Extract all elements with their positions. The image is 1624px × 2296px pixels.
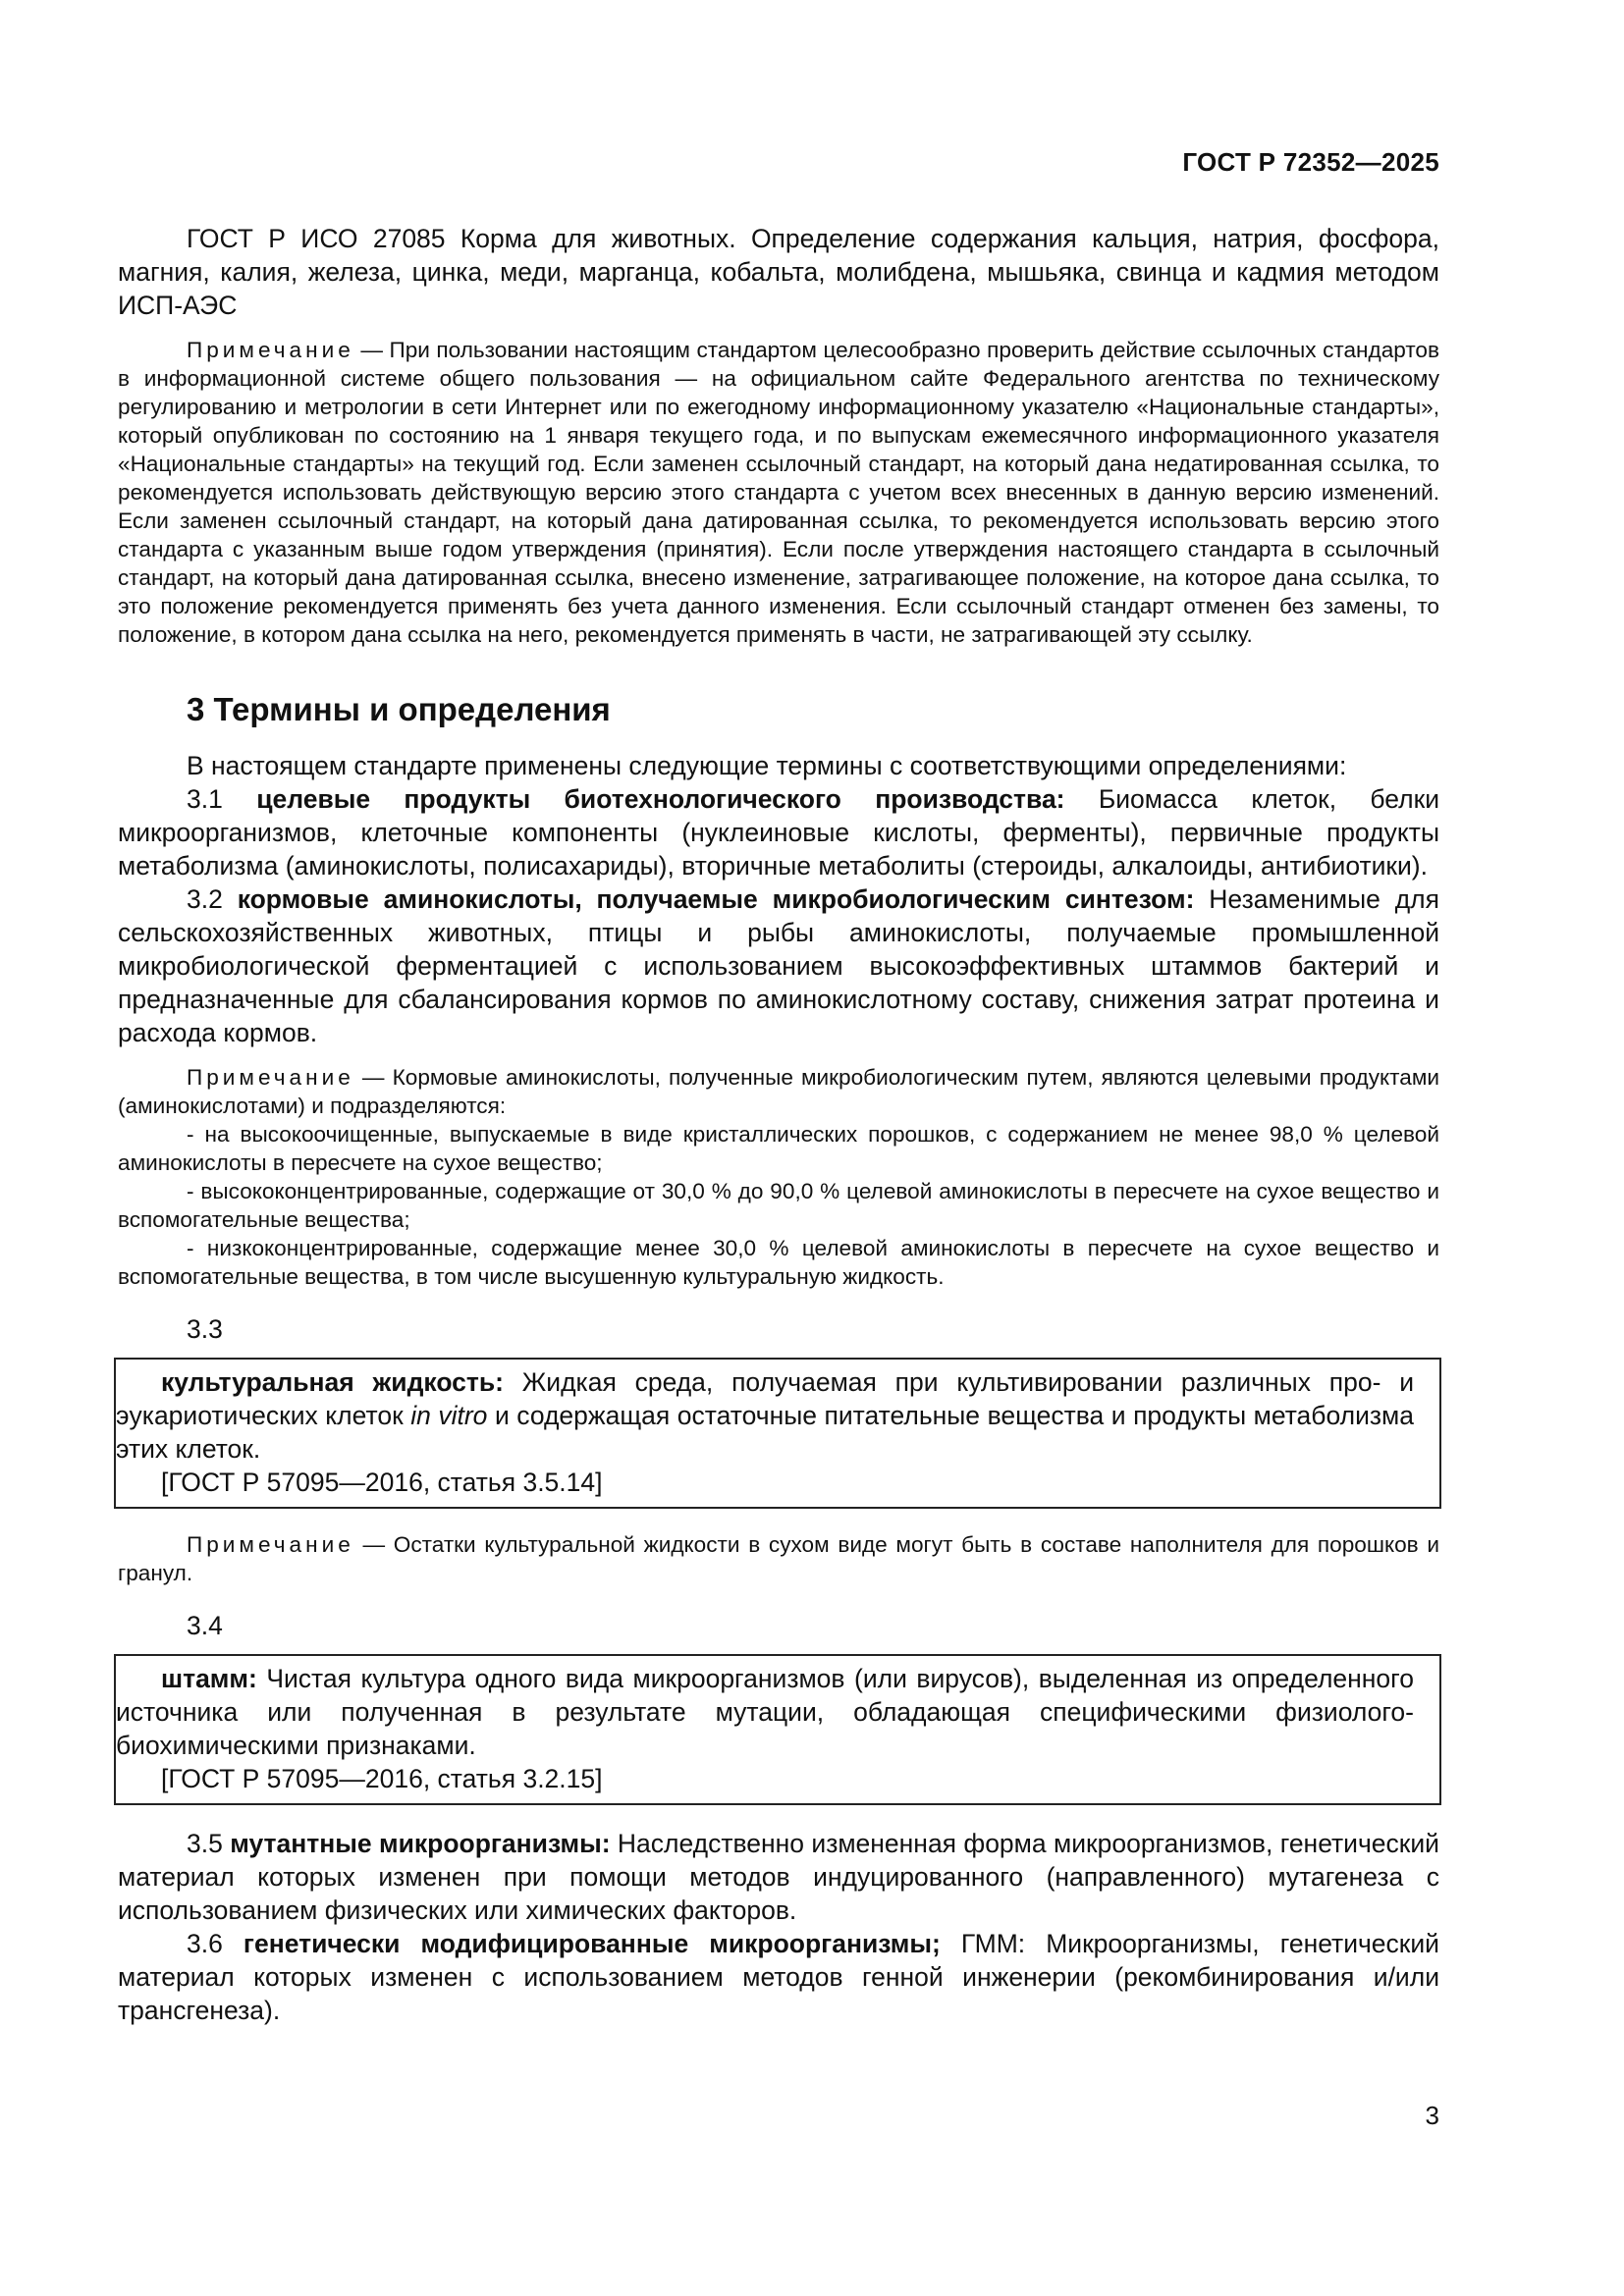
document-body	[118, 222, 1439, 2027]
section-heading: 3 Термины и определения	[187, 691, 611, 727]
note-list-item: - на высокоочищенные, выпускаемые в виде кристаллических порошков, с содержанием не менее 98,0 % целевой аминокислоты в пересчете на сухое вещество;	[118, 1122, 1439, 1175]
note-amino-acids: Примечание — Кормовые аминокислоты, полученные микробиологическим путем, являются целевыми продуктами (аминокислотами) и подразделяются:	[118, 1065, 1439, 1118]
term-name: кормовые аминокислоты, получаемые микробиологическим синтезом:	[237, 884, 1195, 914]
note-references: Примечание — При пользовании настоящим стандартом целесообразно проверить действие ссылочных стандартов в информационной системе общего пользования — на официальном сайте Федерального агентства по техническому регулированию и метрологии в сети Интернет или по ежегодному информационному указателю «Национальные стандарты», который опубликован по состоянию на 1 января текущего года, и по выпускам ежемесячного информационного указателя «Национальные стандарты» на текущий год. Если заменен ссылочный стандарт, на который дана недатированная ссылка, то рекомендуется использовать действующую версию этого стандарта с учетом всех внесенных в данную версию изменений. Если заменен ссылочный стандарт, на который дана датированная ссылка, то рекомендуется использовать версию этого стандарта с указанным выше годом утверждения (принятия). Если после утверждения настоящего стандарта в ссылочный стандарт, на который дана датированная ссылка, внесено изменение, затрагивающее положение, на которое дана ссылка, то это положение рекомендуется применять без учета данного изменения. Если ссылочный стандарт отменен без замены, то положение, в котором дана ссылка на него, рекомендуется применять в части, не затрагивающей эту ссылку.	[118, 338, 1439, 647]
reference-paragraph: ГОСТ Р ИСО 27085 Корма для животных. Определение содержания кальция, натрия, фосфора, магния, калия, железа, цинка, меди, марганца, кобальта, молибдена, мышьяка, свинца и кадмия методом ИСП-АЭС	[118, 224, 1439, 320]
term-name: культуральная жидкость:	[161, 1367, 504, 1397]
term-3-4: штамм: Чистая культура одного вида микроорганизмов (или вирусов), выделенная из определенного источника или полученная в результате мутации, обладающая специфическими физиолого-биохимическими признаками.	[116, 1664, 1414, 1760]
term-3-2: 3.2 кормовые аминокислоты, получаемые микробиологическим синтезом: Незаменимые для сельскохозяйственных животных, птицы и рыбы аминокислоты, получаемые промышленной микробиологической ферментацией с использованием высокоэффективных штаммов бактерий и предназначенные для сбалансирования кормов по аминокислотному составу, снижения затрат протеина и расхода кормов.	[118, 884, 1439, 1047]
term-source: [ГОСТ Р 57095—2016, статья 3.5.14]	[161, 1468, 603, 1497]
term-number: 3.4	[187, 1611, 223, 1640]
note-label: Примечание	[187, 338, 354, 362]
term-name: целевые продукты биотехнологического производства:	[256, 784, 1065, 814]
term-number: 3.3	[187, 1314, 223, 1344]
term-box-3-3	[114, 1358, 1441, 1509]
intro-paragraph: В настоящем стандарте применены следующие термины с соответствующими определениями:	[187, 751, 1347, 780]
note-list-item: - низкоконцентрированные, содержащие менее 30,0 % целевой аминокислоты в пересчете на сухое вещество и вспомогательные вещества, в том числе высушенную культуральную жидкость.	[118, 1236, 1439, 1289]
note-list-item: - высококонцентрированные, содержащие от 30,0 % до 90,0 % целевой аминокислоты в пересчете на сухое вещество и вспомогательные вещества;	[118, 1179, 1439, 1232]
page-number: 3	[1425, 2101, 1439, 2130]
term-name: генетически модифицированные микроорганизмы;	[243, 1929, 941, 1958]
term-name: штамм:	[161, 1664, 257, 1693]
term-3-5: 3.5 мутантные микроорганизмы: Наследственно измененная форма микроорганизмов, генетический материал которых изменен при помощи методов индуцированного (направленного) мутагенеза с использованием физических или химических факторов.	[118, 1829, 1439, 1925]
term-name: мутантные микроорганизмы:	[230, 1829, 611, 1858]
term-source: [ГОСТ Р 57095—2016, статья 3.2.15]	[161, 1764, 603, 1793]
note-cultural-liquid: Примечание — Остатки культуральной жидкости в сухом виде могут быть в составе наполнителя для порошков и гранул.	[118, 1532, 1439, 1585]
document-header: ГОСТ Р 72352—2025	[1182, 147, 1439, 177]
term-box-3-4	[114, 1654, 1441, 1805]
term-3-3: культуральная жидкость: Жидкая среда, получаемая при культивировании различных про- и эукариотических клеток in vitro и содержащая остаточные питательные вещества и продукты метаболизма этих клеток.	[116, 1367, 1414, 1464]
term-3-1: 3.1 целевые продукты биотехнологического производства: Биомасса клеток, белки микроорганизмов, клеточные компоненты (нуклеиновые кислоты, ферменты), первичные продукты метаболизма (аминокислоты, полисахариды), вторичные метаболиты (стероиды, алкалоиды, антибиотики).	[118, 784, 1439, 881]
term-3-6: 3.6 генетически модифицированные микроорганизмы; ГММ: Микроорганизмы, генетический материал которых изменен с использованием методов генной инженерии (рекомбинирования и/или трансгенеза).	[118, 1929, 1439, 2025]
